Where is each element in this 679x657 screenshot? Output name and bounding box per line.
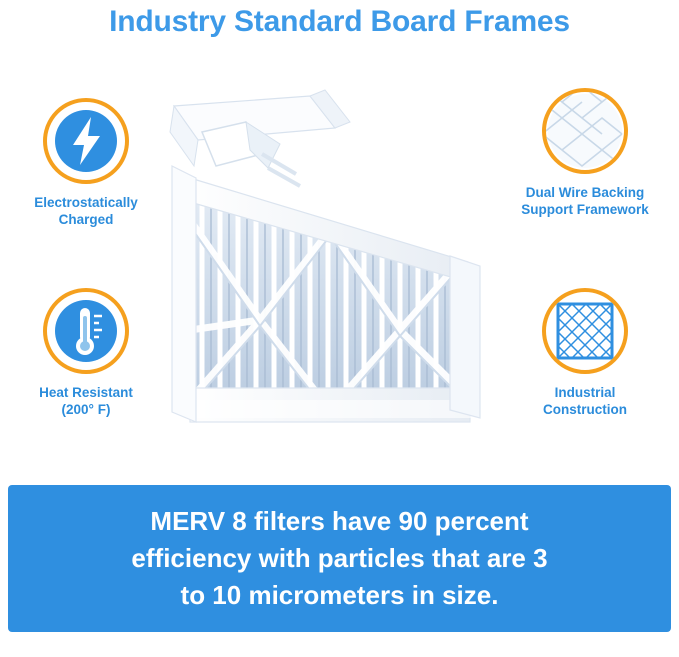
feature-electrostatically-charged [6,98,166,228]
feature-label-line1: Dual Wire Backing [525,185,645,200]
lightning-bolt-icon [47,102,125,180]
grid-panel-icon [546,292,624,370]
feature-label-industrial [505,384,665,418]
feature-dual-wire-backing [505,88,665,218]
feature-label-line1: Industrial [554,385,616,400]
feature-label-line2: (200° F) [61,402,111,417]
feature-label-wire [505,184,665,218]
feature-label-electro [6,194,166,228]
feature-heat-resistant [6,288,166,418]
banner-text-line3: to 10 micrometers in size. [180,580,499,610]
feature-label-heat [6,384,166,418]
feature-icon-ring-electro [43,98,129,184]
feature-icon-ring-heat [43,288,129,374]
banner-text [107,503,571,614]
feature-label-line1: Electrostatically [34,195,138,210]
feature-icon-ring-wire [542,88,628,174]
banner-text-line2: efficiency with particles that are 3 [131,543,548,573]
feature-label-line2: Support Framework [521,202,649,217]
pleated-air-filter-illustration [150,70,510,470]
feature-label-line2: Construction [543,402,627,417]
banner-text-line1: MERV 8 filters have 90 percent [150,506,529,536]
feature-industrial-construction [505,288,665,418]
feature-label-line2: Charged [58,212,114,227]
thermometer-icon [47,292,125,370]
feature-icon-ring-industrial [542,288,628,374]
merv-rating-banner [8,485,671,632]
wire-mesh-icon [546,92,624,170]
feature-label-line1: Heat Resistant [39,385,133,400]
page-title: Industry Standard Board Frames [109,5,570,38]
